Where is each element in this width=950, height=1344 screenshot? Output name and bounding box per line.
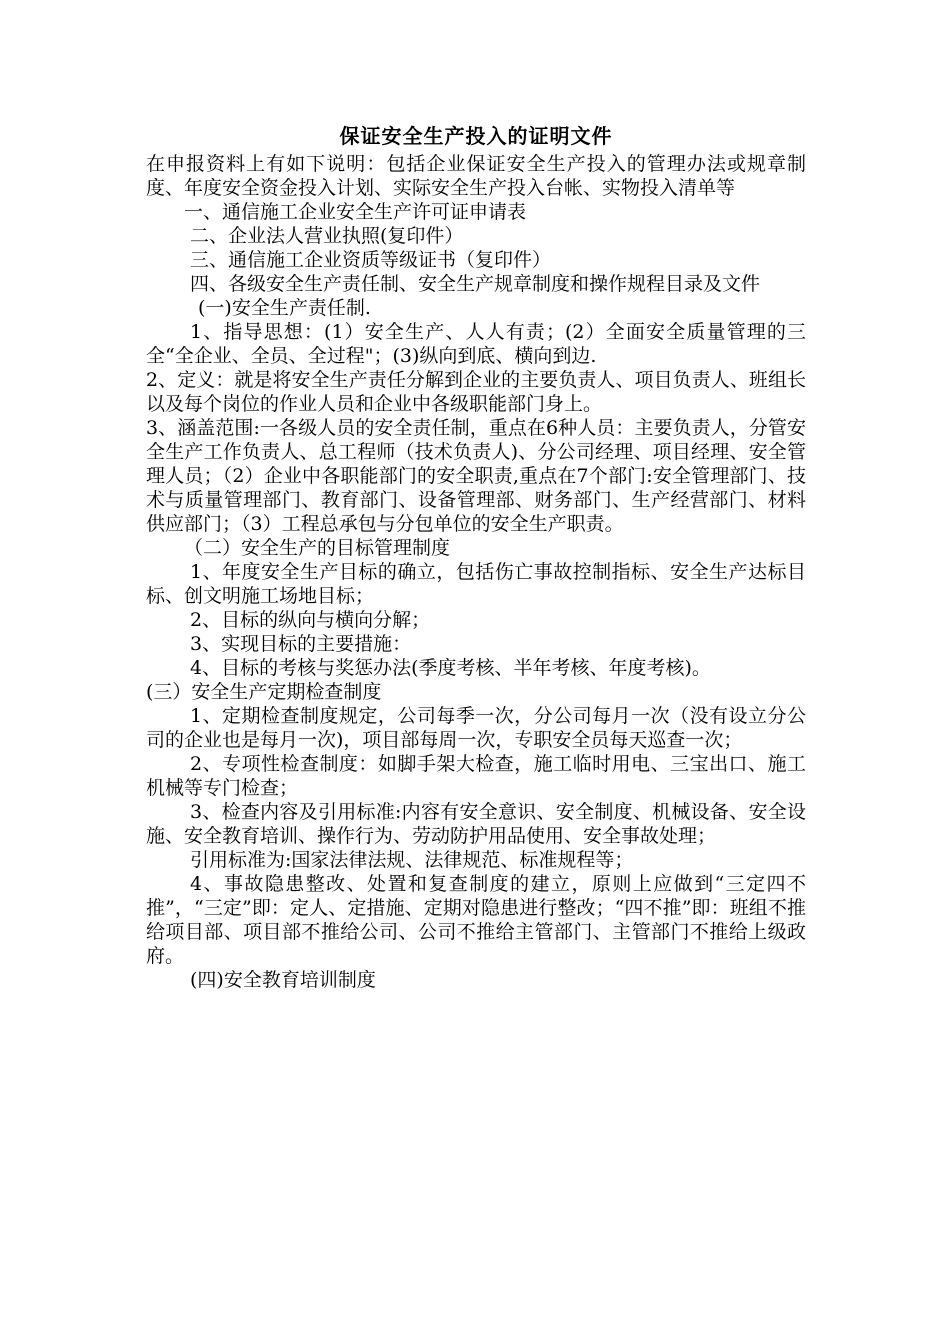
document-body xyxy=(146,122,806,992)
paragraph: 3、检查内容及引用标准:内容有安全意识、安全制度、机械设备、安全设施、安全教育培训、操作行为、劳动防护用品使用、安全事故处理； xyxy=(146,801,806,847)
paragraph: 1、定期检查制度规定，公司每季一次，分公司每月一次（没有设立分公司的企业也是每月一次)，项目部每周一次，专职安全员每天巡查一次； xyxy=(146,705,806,751)
paragraph: 一、通信施工企业安全生产许可证申请表 xyxy=(184,201,527,223)
paragraph: 三、通信施工企业资质等级证书（复印件） xyxy=(190,249,552,271)
paragraph: 2、定义：就是将安全生产责任分解到企业的主要负责人、项目负责人、班组长以及每个岗位的作业人员和企业中各级职能部门身上。 xyxy=(146,369,806,415)
paragraph-list xyxy=(146,152,806,992)
paragraph: 3、实现目标的主要措施： xyxy=(190,633,412,655)
paragraph: 二、企业法人营业执照(复印件） xyxy=(190,225,464,247)
paragraph: 4、目标的考核与奖惩办法(季度考核、半年考核、年度考核)。 xyxy=(190,657,711,679)
paragraph: （二）安全生产的目标管理制度 xyxy=(184,537,451,559)
paragraph: 3、涵盖范围:一各级人员的安全责任制，重点在6种人员：主要负责人，分管安全生产工作负责人、总工程师（技术负责人)、分公司经理、项目经理、安全管理人员；（2）企业中各职能部门的安全职责,重点在7个部门:安全管理部门、技术与质量管理部门、教育部门、设备管理部、财务部门、生产经营部门、材料供应部门；（3）工程总承包与分包单位的安全生产职责。 xyxy=(146,417,806,535)
paragraph: 1、年度安全生产目标的确立，包括伤亡事故控制指标、安全生产达标目标、创文明施工场地目标； xyxy=(146,561,806,607)
paragraph: 2、目标的纵向与横向分解； xyxy=(190,609,431,631)
paragraph: 引用标准为:国家法律法规、法律规范、标准规程等； xyxy=(190,849,634,871)
paragraph: 四、各级安全生产责任制、安全生产规章制度和操作规程目录及文件 xyxy=(190,273,761,295)
paragraph: (三）安全生产定期检查制度 xyxy=(146,681,382,703)
document-title: 保证安全生产投入的证明文件 xyxy=(339,124,613,148)
paragraph: (四)安全教育培训制度 xyxy=(190,969,376,991)
paragraph: 4、事故隐患整改、处置和复查制度的建立，原则上应做到“三定四不推”，“三定”即：定人、定措施、定期对隐患进行整改；“四不推”即：班组不推给项目部、项目部不推给公司、公司不推给主管部门、主管部门不推给上级政府。 xyxy=(146,873,806,967)
paragraph: 在申报资料上有如下说明：包括企业保证安全生产投入的管理办法或规章制度、年度安全资金投入计划、实际安全生产投入台帐、实物投入清单等 xyxy=(146,153,806,199)
paragraph: 1、指导思想：(1）安全生产、人人有责；(2）全面安全质量管理的三全“全企业、全员、全过程"；(3)纵向到底、横向到边. xyxy=(146,321,806,367)
paragraph: (一)安全生产责任制. xyxy=(198,297,371,319)
paragraph: 2、专项性检查制度：如脚手架大检查，施工临时用电、三宝出口、施工机械等专门检查； xyxy=(146,753,806,799)
